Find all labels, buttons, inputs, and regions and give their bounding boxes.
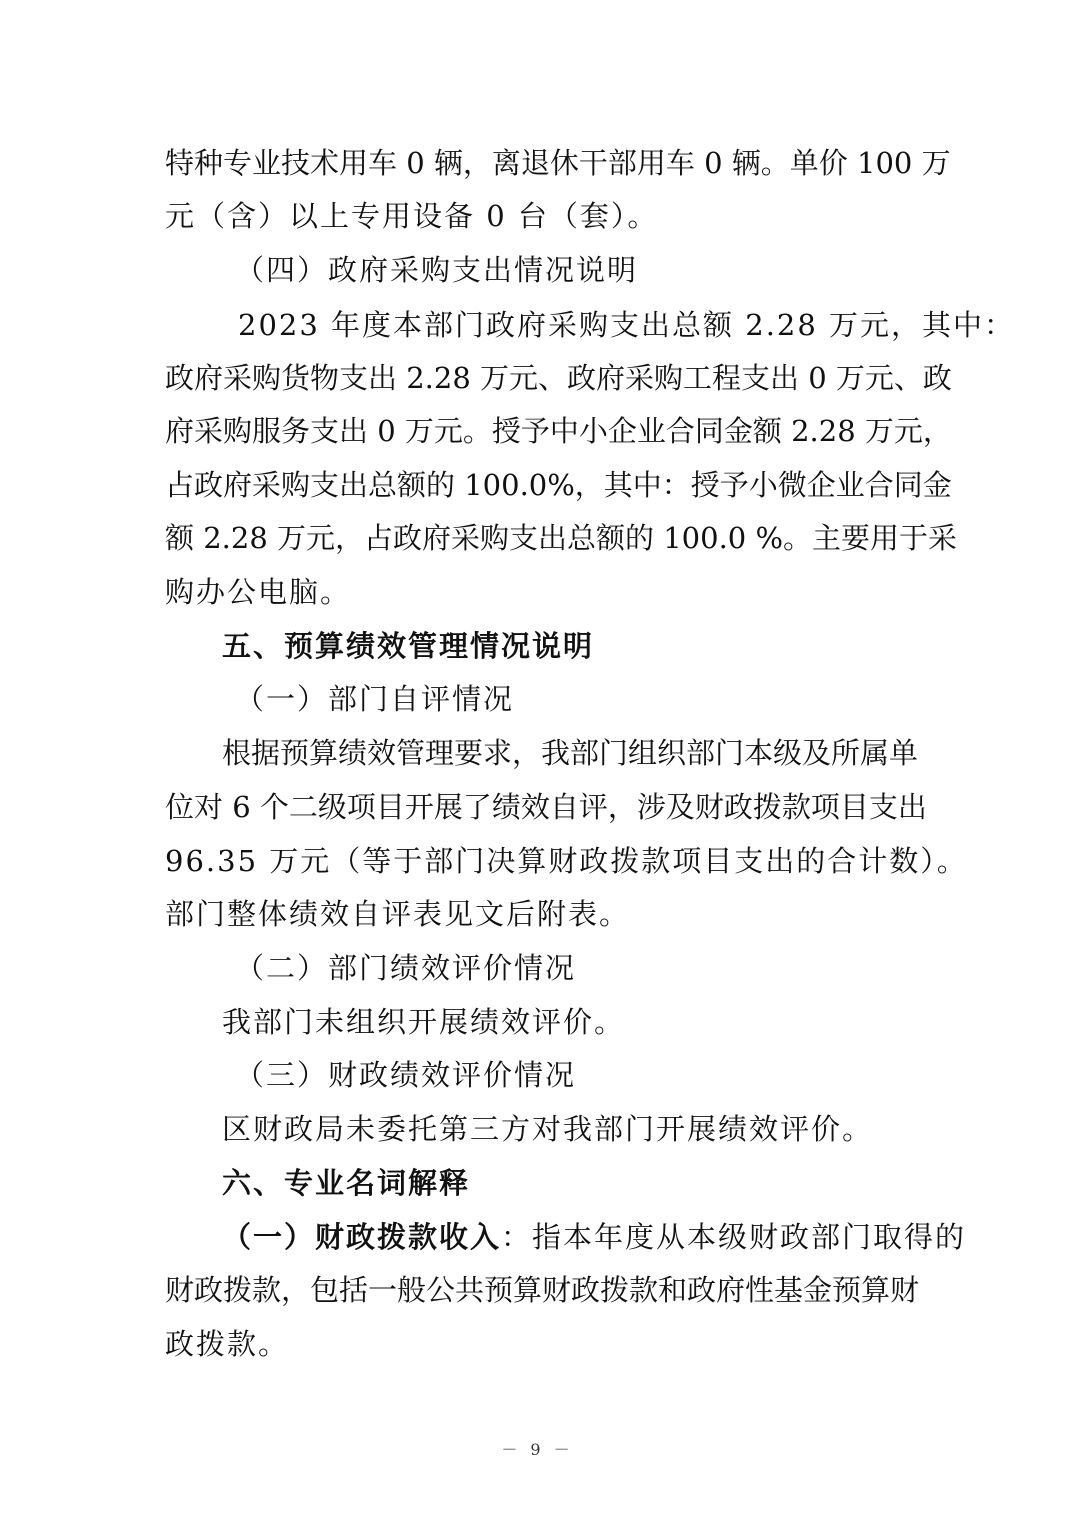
body-line: 根据预算绩效管理要求，我部门组织部门本级及所属单	[222, 736, 919, 770]
body-line: 部门整体绩效自评表见文后附表。	[165, 897, 631, 931]
body-line: 购办公电脑。	[165, 575, 352, 609]
body-line: 府采购服务支出 0 万元。授予中小企业合同金额 2.28 万元，	[165, 414, 952, 448]
body-line: 额 2.28 万元，占政府采购支出总额的 100.0 %。主要用于采	[165, 521, 958, 555]
body-line: 96.35 万元（等于部门决算财政拨款项目支出的合计数）。	[165, 844, 968, 878]
definition-term: （一）财政拨款收入	[222, 1220, 502, 1254]
body-line: 区财政局未委托第三方对我部门开展绩效评价。	[222, 1112, 874, 1146]
body-line: 特种专业技术用车 0 辆，离退休干部用车 0 辆。单价 100 万	[165, 146, 951, 180]
body-line: 位对 6 个二级项目开展了绩效自评，涉及财政拨款项目支出	[165, 790, 927, 824]
definition-text: ：指本年度从本级财政部门取得的	[501, 1220, 967, 1254]
body-line: 占政府采购支出总额的 100.0%，其中：授予小微企业合同金	[165, 468, 952, 502]
subsection-heading: （一）部门自评情况	[235, 682, 515, 716]
body-line: 财政拨款，包括一般公共预算财政拨款和政府性基金预算财	[165, 1273, 920, 1307]
section-heading: 五、预算绩效管理情况说明	[222, 629, 595, 663]
definition-line	[222, 1219, 967, 1255]
body-line: 政府采购货物支出 2.28 万元、政府采购工程支出 0 万元、政	[165, 361, 952, 395]
subsection-heading: （三）财政绩效评价情况	[235, 1058, 577, 1092]
subsection-heading: （四）政府采购支出情况说明	[235, 253, 639, 287]
body-line: 元（含）以上专用设备 0 台（套）。	[165, 199, 659, 233]
subsection-heading: （二）部门绩效评价情况	[235, 951, 577, 985]
body-line: 政拨款。	[165, 1327, 290, 1361]
section-heading: 六、专业名词解释	[222, 1166, 471, 1200]
body-line: 我部门未组织开展绩效评价。	[222, 1005, 626, 1039]
page-number: － 9 －	[501, 1440, 574, 1459]
body-line: 2023 年度本部门政府采购支出总额 2.28 万元，其中：	[238, 308, 1016, 342]
